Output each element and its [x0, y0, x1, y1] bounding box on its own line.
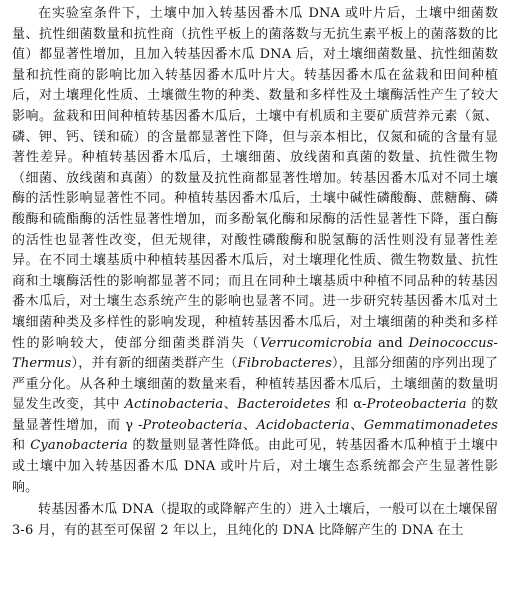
taxon-name: Verrucomicrobia: [260, 335, 373, 351]
taxon-name: Fibrobacteres: [237, 356, 332, 372]
text-segment: ），并有新的细菌类群产生（: [71, 356, 238, 372]
taxon-name: -Proteobacteria: [362, 397, 467, 413]
text-segment: 的数量则显著性降低。由此可见，转基因番木瓜种植于土壤中或土壤中加入转基因番木瓜 DNA 或叶片后，对土壤生态系统都会产生显著性影响。: [12, 438, 498, 495]
taxon-name: -Proteobacteria: [137, 417, 243, 433]
taxon-name: Gemmatimonadetes: [363, 417, 498, 433]
text-segment: and: [372, 335, 409, 351]
text-segment: 、: [223, 397, 238, 413]
text-segment: 、: [242, 417, 257, 433]
paragraph-soil-effects: [12, 4, 498, 498]
taxon-name: Acidobacteria: [256, 417, 350, 433]
taxon-name: Cyanobacteria: [30, 438, 128, 454]
text-segment: ），且部分细菌的序列出现了严重分化。从各种土壤细菌的数量来看，种植转基因番木瓜后，土壤细菌的数量明显发生改变，其中: [12, 356, 498, 413]
taxon-name: Bacteroidetes: [237, 397, 331, 413]
text-segment: 和: [12, 438, 31, 454]
text-segment: 在实验室条件下，土壤中加入转基因番木瓜 DNA 或叶片后，土壤中细菌数量、抗性细菌数量和抗性商（抗性平板上的菌落数与无抗生素平板上的菌落数的比值）都显著性增加，且加入转基因番木瓜 DNA 后，对土壤细菌数量、抗性细菌数量和抗性商的影响比加入转基因番木瓜叶片大。转基因番木瓜在盆栽和田间种植后，对土壤理化性质、土壤微生物的种类、数量和多样性及土壤酶活性产生了较大影响。盆栽和田间种植转基因番木瓜后，土壤中有机质和主要矿质营养元素（氮、磷、钾、钙、镁和硫）的含量都显著性下降，但与亲本相比，仅氮和硫的含量有显著性差异。种植转基因番木瓜后，土壤细菌、放线菌和真菌的数量、抗性微生物（细菌、放线菌和真菌）的数量及抗性商都显著性增加。转基因番木瓜对不同土壤酶的活性影响显著性不同。种植转基因番木瓜后，土壤中碱性磷酸酶、蔗糖酶、磷酸酶和硫酯酶的活性显著性增加，而多酚氧化酶和尿酶的活性显著性下降，蛋白酶的活性也显著性改变，但无规律，对酸性磷酸酶和脱氢酶的活性则没有显著性差异。在不同土壤基质中种植转基因番木瓜后，对土壤理化性质、微生物数量、抗性商和土壤酶活性的影响都显著不同；而且在同种土壤基质中种植不同品种的转基因番木瓜后，对土壤生态系统产生的影响也显著不同。进一步研究转基因番木瓜对土壤细菌种类及多样性的影响发现，种植转基因番木瓜后，对土壤细菌的种类和多样性的影响较大，使部分细菌类群消失（: [12, 6, 498, 351]
text-segment: 的数量显著性增加，而 γ: [12, 397, 498, 433]
text-segment: 、: [349, 417, 364, 433]
taxon-name: Deinococcus-Thermus: [12, 335, 498, 372]
paragraph-dna-persistence: 转基因番木瓜 DNA（提取的或降解产生的）进入土壤后，一般可以在土壤保留 3-6 月，有的甚至可保留 2 年以上，且纯化的 DNA 比降解产生的 DNA 在土: [12, 502, 498, 538]
text-segment: 和 α: [330, 397, 363, 413]
taxon-name: Actinobacteria: [124, 397, 224, 413]
